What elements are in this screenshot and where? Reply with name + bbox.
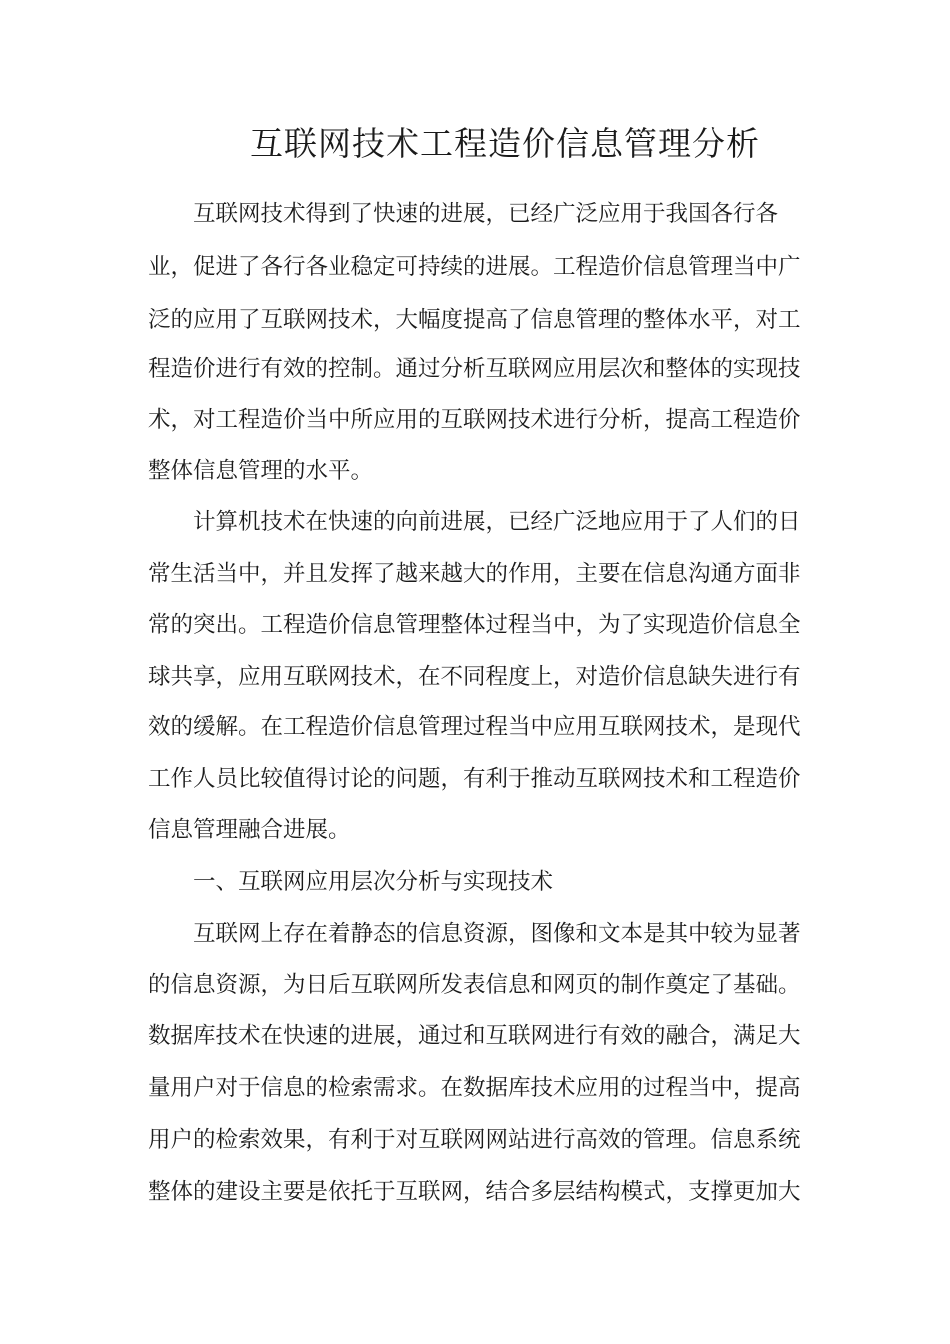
text-line: 整体信息管理的水平。 bbox=[148, 458, 374, 484]
section-heading: 一、互联网应用层次分析与实现技术 bbox=[193, 869, 554, 895]
text-line: 互联网上存在着静态的信息资源，图像和文本是其中较为显著 bbox=[193, 921, 801, 947]
text-line: 互联网技术得到了快速的进展，已经广泛应用于我国各行各 bbox=[193, 201, 779, 227]
text-line: 常的突出。工程造价信息管理整体过程当中，为了实现造价信息全 bbox=[148, 612, 801, 638]
text-line: 数据库技术在快速的进展，通过和互联网进行有效的融合，满足大 bbox=[148, 1023, 801, 1049]
text-line: 术，对工程造价当中所应用的互联网技术进行分析，提高工程造价 bbox=[148, 407, 801, 433]
text-line: 整体的建设主要是依托于互联网，结合多层结构模式，支撑更加大 bbox=[148, 1179, 801, 1205]
text-line: 工作人员比较值得讨论的问题，有利于推动互联网技术和工程造价 bbox=[148, 766, 801, 792]
text-line: 的信息资源，为日后互联网所发表信息和网页的制作奠定了基础。 bbox=[148, 972, 801, 998]
text-line: 业，促进了各行各业稳定可持续的进展。工程造价信息管理当中广 bbox=[148, 254, 801, 280]
text-line: 效的缓解。在工程造价信息管理过程当中应用互联网技术，是现代 bbox=[148, 714, 801, 740]
text-line: 量用户对于信息的检索需求。在数据库技术应用的过程当中，提高 bbox=[148, 1075, 801, 1101]
text-line: 泛的应用了互联网技术，大幅度提高了信息管理的整体水平，对工 bbox=[148, 307, 801, 333]
text-line: 信息管理融合进展。 bbox=[148, 817, 351, 843]
text-line: 球共享，应用互联网技术，在不同程度上，对造价信息缺失进行有 bbox=[148, 664, 801, 690]
text-line: 计算机技术在快速的向前进展，已经广泛地应用于了人们的日 bbox=[193, 509, 801, 535]
text-line: 用户的检索效果，有利于对互联网网站进行高效的管理。信息系统 bbox=[148, 1127, 801, 1153]
document-title: 互联网技术工程造价信息管理分析 bbox=[250, 124, 760, 163]
text-line: 程造价进行有效的控制。通过分析互联网应用层次和整体的实现技 bbox=[148, 356, 801, 382]
text-line: 常生活当中，并且发挥了越来越大的作用，主要在信息沟通方面非 bbox=[148, 561, 801, 587]
